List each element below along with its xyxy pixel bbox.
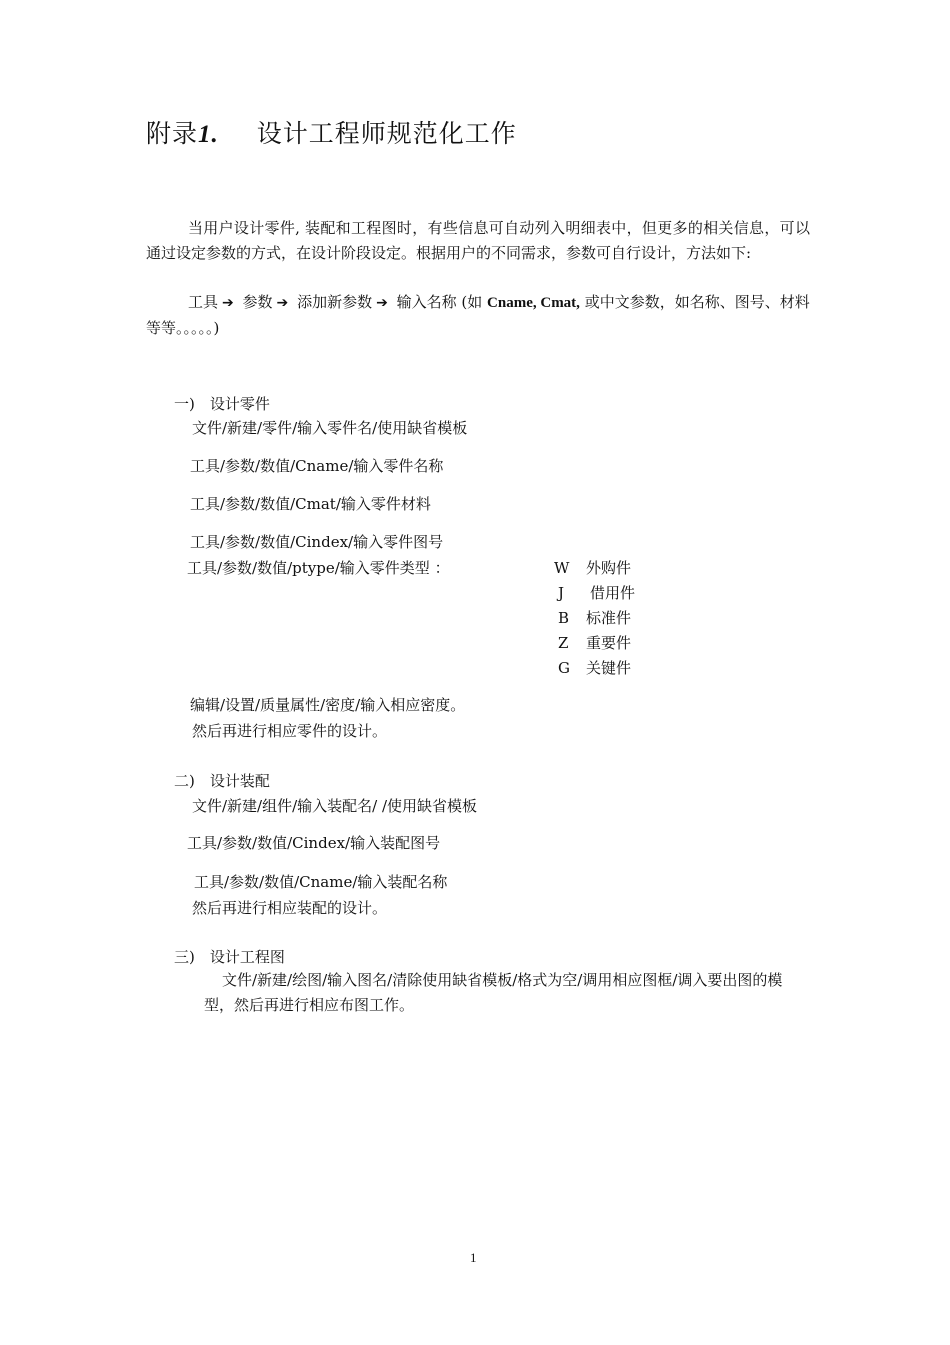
arrow-right-icon: ➔ xyxy=(376,295,388,311)
ptype-label: 外购件 xyxy=(586,559,632,577)
ptype-value xyxy=(558,582,635,603)
ptype-code: W xyxy=(554,559,570,577)
section1-line: 工具/参数/数值/Cindex/输入零件图号 xyxy=(190,533,444,551)
intro-paragraph: 当用户设计零件, 装配和工程图时，有些信息可自动列入明细表中，但更多的相关信息，可以通过设定参数的方式，在设计阶段设定。根据用户的不同需求，参数可自行设计，方法如下: xyxy=(146,219,810,262)
section1-heading: 一) 设计零件 xyxy=(174,395,270,413)
section2-heading: 二) 设计装配 xyxy=(174,772,270,790)
section2-line: 然后再进行相应装配的设计。 xyxy=(192,899,388,917)
step-tools: 工具 xyxy=(188,293,219,311)
title-number: 1. xyxy=(198,121,219,148)
section2-line: 工具/参数/数值/Cindex/输入装配图号 xyxy=(187,834,441,852)
ptype-label: 借用件 xyxy=(590,584,636,602)
section2-line: 文件/新建/组件/输入装配名/ /使用缺省模板 xyxy=(192,797,478,815)
section1-line: 工具/参数/数值/Cname/输入零件名称 xyxy=(190,457,444,475)
section1-after-line: 编辑/设置/质量属性/密度/输入相应密度。 xyxy=(190,696,466,714)
ptype-value xyxy=(554,557,631,578)
arrow-right-icon: ➔ xyxy=(276,295,289,311)
appendix-title xyxy=(146,114,517,150)
steps-paragraph xyxy=(146,290,810,340)
section1-line: 工具/参数/数值/Cmat/输入零件材料 xyxy=(190,495,431,513)
steps-rest: 或中文参数，如名称、图号、材料等等。。。。。) xyxy=(146,293,810,337)
ptype-label: 重要件 xyxy=(586,634,632,652)
section1-line: 文件/新建/零件/输入零件名/使用缺省模板 xyxy=(192,419,468,437)
ptype-code: G xyxy=(558,659,570,677)
steps-paren: (如 xyxy=(461,293,483,311)
arrow-right-icon: ➔ xyxy=(222,295,234,311)
section3-text: 文件/新建/绘图/输入图名/清除使用缺省模板/格式为空/调用相应图框/调入要出图的模型，然后再进行相应布图工作。 xyxy=(204,971,783,1014)
title-text: 设计工程师规范化工作 xyxy=(256,119,517,148)
section2-line: 工具/参数/数值/Cname/输入装配名称 xyxy=(194,873,448,891)
ptype-label: 标准件 xyxy=(586,609,632,627)
ptype-value xyxy=(558,632,631,653)
ptype-code: Z xyxy=(558,634,569,652)
ptype-label: 关键件 xyxy=(586,659,632,677)
step-params: 参数 xyxy=(242,293,273,311)
ptype-value xyxy=(558,607,631,628)
ptype-code: B xyxy=(558,609,570,627)
title-prefix: 附录 xyxy=(146,119,199,148)
page-number: 1 xyxy=(470,1250,477,1265)
step-input-name: 输入名称 xyxy=(396,293,457,311)
ptype-value xyxy=(558,657,631,678)
section3-heading: 三) 设计工程图 xyxy=(174,948,285,966)
section1-after-line: 然后再进行相应零件的设计。 xyxy=(192,722,388,740)
steps-bold-params: Cname, Cmat, xyxy=(487,295,580,311)
ptype-code: J xyxy=(558,584,565,602)
step-add-param: 添加新参数 xyxy=(297,293,373,311)
section1-line: 工具/参数/数值/ptype/输入零件类型 ： xyxy=(187,559,450,577)
